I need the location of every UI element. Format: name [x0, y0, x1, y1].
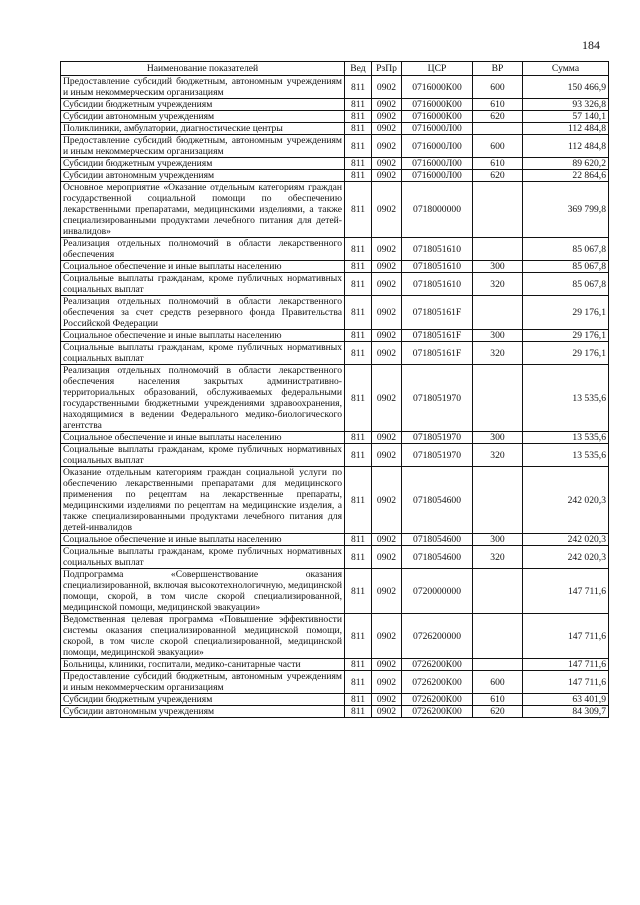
row-name-cell: Подпрограмма «Совершенствование оказания специализированной, включая высокотехнологичную, медицинской помощи, скорой, в том числе скорой специализированной, медицинской помощи, медицинской эвакуации» [61, 569, 345, 614]
table-row [61, 706, 609, 718]
row-name-cell: Социальное обеспечение и иные выплаты населению [61, 432, 345, 444]
row-rzpr-cell: 0902 [372, 365, 402, 432]
row-rzpr-cell: 0902 [372, 273, 402, 296]
table-row [61, 273, 609, 296]
table-header-row [61, 62, 609, 76]
row-name-cell: Субсидии бюджетным учреждениям [61, 99, 345, 111]
row-csr-cell: 0726200К00 [402, 671, 473, 694]
row-ved-cell: 811 [345, 158, 372, 170]
row-sum-cell: 84 309,7 [523, 706, 609, 718]
header-name: Наименование показателей [61, 62, 345, 76]
row-name-cell: Социальное обеспечение и иные выплаты населению [61, 330, 345, 342]
row-vr-cell [473, 365, 523, 432]
row-ved-cell: 811 [345, 99, 372, 111]
row-csr-cell: 0718051970 [402, 365, 473, 432]
row-rzpr-cell: 0902 [372, 111, 402, 123]
table-row [61, 123, 609, 135]
row-rzpr-cell: 0902 [372, 614, 402, 659]
row-csr-cell: 0726200000 [402, 614, 473, 659]
row-ved-cell: 811 [345, 614, 372, 659]
row-rzpr-cell: 0902 [372, 546, 402, 569]
row-sum-cell: 147 711,6 [523, 614, 609, 659]
row-csr-cell: 0718051970 [402, 432, 473, 444]
row-ved-cell: 811 [345, 546, 372, 569]
row-vr-cell: 320 [473, 273, 523, 296]
row-sum-cell: 85 067,8 [523, 238, 609, 261]
row-csr-cell: 0716000К00 [402, 99, 473, 111]
row-csr-cell: 071805161F [402, 296, 473, 330]
row-vr-cell: 300 [473, 534, 523, 546]
row-ved-cell: 811 [345, 170, 372, 182]
row-sum-cell: 147 711,6 [523, 659, 609, 671]
row-sum-cell: 242 020,3 [523, 534, 609, 546]
table-row [61, 659, 609, 671]
row-csr-cell: 0716000Л00 [402, 135, 473, 158]
row-vr-cell: 610 [473, 158, 523, 170]
row-vr-cell: 620 [473, 111, 523, 123]
row-sum-cell: 13 535,6 [523, 365, 609, 432]
row-name-cell: Реализация отдельных полномочий в области лекарственного обеспечения населения закрытых административно-территориальных образований, обслуживаемых федеральными государственными бюджетными учреждениями здравоохранения, находящимися в ведении Федерального медико-биологического агентства [61, 365, 345, 432]
row-ved-cell: 811 [345, 444, 372, 467]
row-csr-cell: 0716000Л00 [402, 123, 473, 135]
row-name-cell: Социальные выплаты гражданам, кроме публичных нормативных социальных выплат [61, 444, 345, 467]
row-vr-cell: 600 [473, 135, 523, 158]
row-csr-cell: 0726200К00 [402, 659, 473, 671]
row-vr-cell: 600 [473, 671, 523, 694]
row-vr-cell [473, 659, 523, 671]
table-row [61, 546, 609, 569]
row-rzpr-cell: 0902 [372, 534, 402, 546]
table-row [61, 569, 609, 614]
row-name-cell: Социальные выплаты гражданам, кроме публичных нормативных социальных выплат [61, 273, 345, 296]
table-row [61, 170, 609, 182]
row-rzpr-cell: 0902 [372, 99, 402, 111]
row-rzpr-cell: 0902 [372, 706, 402, 718]
row-ved-cell: 811 [345, 671, 372, 694]
row-vr-cell: 620 [473, 706, 523, 718]
row-vr-cell: 610 [473, 694, 523, 706]
table-row [61, 614, 609, 659]
row-rzpr-cell: 0902 [372, 467, 402, 534]
row-sum-cell: 57 140,1 [523, 111, 609, 123]
table-row [61, 534, 609, 546]
row-sum-cell: 85 067,8 [523, 273, 609, 296]
row-rzpr-cell: 0902 [372, 135, 402, 158]
row-rzpr-cell: 0902 [372, 238, 402, 261]
row-vr-cell [473, 123, 523, 135]
row-name-cell: Ведомственная целевая программа «Повышение эффективности системы оказания специализированной медицинской помощи, скорой, в том числе скорой специализированной, медицинской помощи, медицинской эвакуации» [61, 614, 345, 659]
row-ved-cell: 811 [345, 182, 372, 238]
row-csr-cell: 0718051610 [402, 238, 473, 261]
table-row [61, 444, 609, 467]
row-name-cell: Социальное обеспечение и иные выплаты населению [61, 534, 345, 546]
header-ved: Вед [345, 62, 372, 76]
row-name-cell: Предоставление субсидий бюджетным, автономным учреждениям и иным некоммерческим организациям [61, 76, 345, 99]
row-vr-cell: 300 [473, 261, 523, 273]
row-csr-cell: 0716000Л00 [402, 158, 473, 170]
table-row [61, 671, 609, 694]
row-sum-cell: 85 067,8 [523, 261, 609, 273]
table-row [61, 99, 609, 111]
row-name-cell: Социальные выплаты гражданам, кроме публичных нормативных социальных выплат [61, 342, 345, 365]
row-vr-cell [473, 296, 523, 330]
row-rzpr-cell: 0902 [372, 330, 402, 342]
row-vr-cell: 300 [473, 330, 523, 342]
row-csr-cell: 071805161F [402, 342, 473, 365]
row-ved-cell: 811 [345, 432, 372, 444]
table-row [61, 296, 609, 330]
row-name-cell: Больницы, клиники, госпитали, медико-санитарные части [61, 659, 345, 671]
row-sum-cell: 369 799,8 [523, 182, 609, 238]
row-sum-cell: 89 620,2 [523, 158, 609, 170]
row-sum-cell: 93 326,8 [523, 99, 609, 111]
row-sum-cell: 29 176,1 [523, 342, 609, 365]
row-vr-cell [473, 238, 523, 261]
table-row [61, 432, 609, 444]
row-vr-cell [473, 182, 523, 238]
table-row [61, 111, 609, 123]
row-rzpr-cell: 0902 [372, 182, 402, 238]
row-rzpr-cell: 0902 [372, 342, 402, 365]
header-vr: ВР [473, 62, 523, 76]
row-csr-cell: 0718054600 [402, 534, 473, 546]
row-csr-cell: 0718054600 [402, 467, 473, 534]
row-sum-cell: 63 401,9 [523, 694, 609, 706]
row-name-cell: Субсидии бюджетным учреждениям [61, 694, 345, 706]
row-ved-cell: 811 [345, 342, 372, 365]
row-rzpr-cell: 0902 [372, 296, 402, 330]
table-row [61, 330, 609, 342]
row-vr-cell: 320 [473, 546, 523, 569]
row-name-cell: Предоставление субсидий бюджетным, автономным учреждениям и иным некоммерческим организациям [61, 135, 345, 158]
row-rzpr-cell: 0902 [372, 694, 402, 706]
row-rzpr-cell: 0902 [372, 432, 402, 444]
row-rzpr-cell: 0902 [372, 444, 402, 467]
row-csr-cell: 0718051970 [402, 444, 473, 467]
row-ved-cell: 811 [345, 273, 372, 296]
row-name-cell: Предоставление субсидий бюджетным, автономным учреждениям и иным некоммерческим организациям [61, 671, 345, 694]
row-name-cell: Реализация отдельных полномочий в области лекарственного обеспечения [61, 238, 345, 261]
row-ved-cell: 811 [345, 365, 372, 432]
table-row [61, 365, 609, 432]
row-rzpr-cell: 0902 [372, 123, 402, 135]
row-ved-cell: 811 [345, 261, 372, 273]
row-csr-cell: 0718051610 [402, 261, 473, 273]
row-name-cell: Оказание отдельным категориям граждан социальной услуги по обеспечению лекарственными препаратами для медицинского применения по рецептам на лекарственные препараты, медицинскими изделиями по рецептам на медицинские изделия, а также специализированными продуктами лечебного питания для детей-инвалидов [61, 467, 345, 534]
row-sum-cell: 29 176,1 [523, 330, 609, 342]
page-number: 184 [582, 38, 600, 52]
row-sum-cell: 150 466,9 [523, 76, 609, 99]
table-row [61, 467, 609, 534]
row-name-cell: Социальное обеспечение и иные выплаты населению [61, 261, 345, 273]
row-ved-cell: 811 [345, 706, 372, 718]
row-ved-cell: 811 [345, 123, 372, 135]
row-csr-cell: 0718054600 [402, 546, 473, 569]
row-sum-cell: 13 535,6 [523, 444, 609, 467]
row-csr-cell: 0720000000 [402, 569, 473, 614]
row-ved-cell: 811 [345, 569, 372, 614]
row-ved-cell: 811 [345, 296, 372, 330]
row-vr-cell: 620 [473, 170, 523, 182]
row-rzpr-cell: 0902 [372, 261, 402, 273]
row-ved-cell: 811 [345, 694, 372, 706]
row-name-cell: Субсидии автономным учреждениям [61, 170, 345, 182]
row-csr-cell: 071805161F [402, 330, 473, 342]
row-rzpr-cell: 0902 [372, 158, 402, 170]
table-row [61, 76, 609, 99]
row-sum-cell: 112 484,8 [523, 123, 609, 135]
row-ved-cell: 811 [345, 135, 372, 158]
table-row [61, 342, 609, 365]
row-name-cell: Субсидии бюджетным учреждениям [61, 158, 345, 170]
row-ved-cell: 811 [345, 659, 372, 671]
row-sum-cell: 147 711,6 [523, 569, 609, 614]
row-csr-cell: 0726200К00 [402, 694, 473, 706]
row-name-cell: Субсидии автономным учреждениям [61, 111, 345, 123]
table-row [61, 238, 609, 261]
row-csr-cell: 0718000000 [402, 182, 473, 238]
header-sum: Сумма [523, 62, 609, 76]
row-csr-cell: 0716000Л00 [402, 170, 473, 182]
row-vr-cell: 600 [473, 76, 523, 99]
table-body [61, 76, 609, 718]
table-row [61, 694, 609, 706]
row-ved-cell: 811 [345, 534, 372, 546]
row-vr-cell: 320 [473, 444, 523, 467]
row-csr-cell: 0726200К00 [402, 706, 473, 718]
header-csr: ЦСР [402, 62, 473, 76]
row-csr-cell: 0716000К00 [402, 111, 473, 123]
row-rzpr-cell: 0902 [372, 569, 402, 614]
row-rzpr-cell: 0902 [372, 671, 402, 694]
row-sum-cell: 242 020,3 [523, 467, 609, 534]
header-rzpr: РзПр [372, 62, 402, 76]
row-name-cell: Поликлиники, амбулатории, диагностические центры [61, 123, 345, 135]
row-vr-cell: 320 [473, 342, 523, 365]
row-sum-cell: 112 484,8 [523, 135, 609, 158]
row-csr-cell: 0716000К00 [402, 76, 473, 99]
row-ved-cell: 811 [345, 238, 372, 261]
table-row [61, 135, 609, 158]
row-vr-cell [473, 569, 523, 614]
row-ved-cell: 811 [345, 111, 372, 123]
table-row [61, 261, 609, 273]
row-sum-cell: 29 176,1 [523, 296, 609, 330]
row-csr-cell: 0718051610 [402, 273, 473, 296]
row-vr-cell [473, 467, 523, 534]
row-name-cell: Реализация отдельных полномочий в области лекарственного обеспечения за счет средств резервного фонда Правительства Российской Федерации [61, 296, 345, 330]
row-ved-cell: 811 [345, 467, 372, 534]
row-ved-cell: 811 [345, 76, 372, 99]
row-rzpr-cell: 0902 [372, 76, 402, 99]
row-sum-cell: 242 020,3 [523, 546, 609, 569]
row-name-cell: Социальные выплаты гражданам, кроме публичных нормативных социальных выплат [61, 546, 345, 569]
row-sum-cell: 13 535,6 [523, 432, 609, 444]
row-rzpr-cell: 0902 [372, 659, 402, 671]
row-ved-cell: 811 [345, 330, 372, 342]
row-name-cell: Основное мероприятие «Оказание отдельным категориям граждан государственной социальной помощи по обеспечению лекарственными препаратами, медицинскими изделиями, а также специализированными продуктами лечебного питания для детей-инвалидов» [61, 182, 345, 238]
row-vr-cell [473, 614, 523, 659]
row-rzpr-cell: 0902 [372, 170, 402, 182]
row-vr-cell: 300 [473, 432, 523, 444]
row-sum-cell: 147 711,6 [523, 671, 609, 694]
row-sum-cell: 22 864,6 [523, 170, 609, 182]
table-row [61, 158, 609, 170]
table-row [61, 182, 609, 238]
row-vr-cell: 610 [473, 99, 523, 111]
row-name-cell: Субсидии автономным учреждениям [61, 706, 345, 718]
budget-table [60, 61, 609, 718]
